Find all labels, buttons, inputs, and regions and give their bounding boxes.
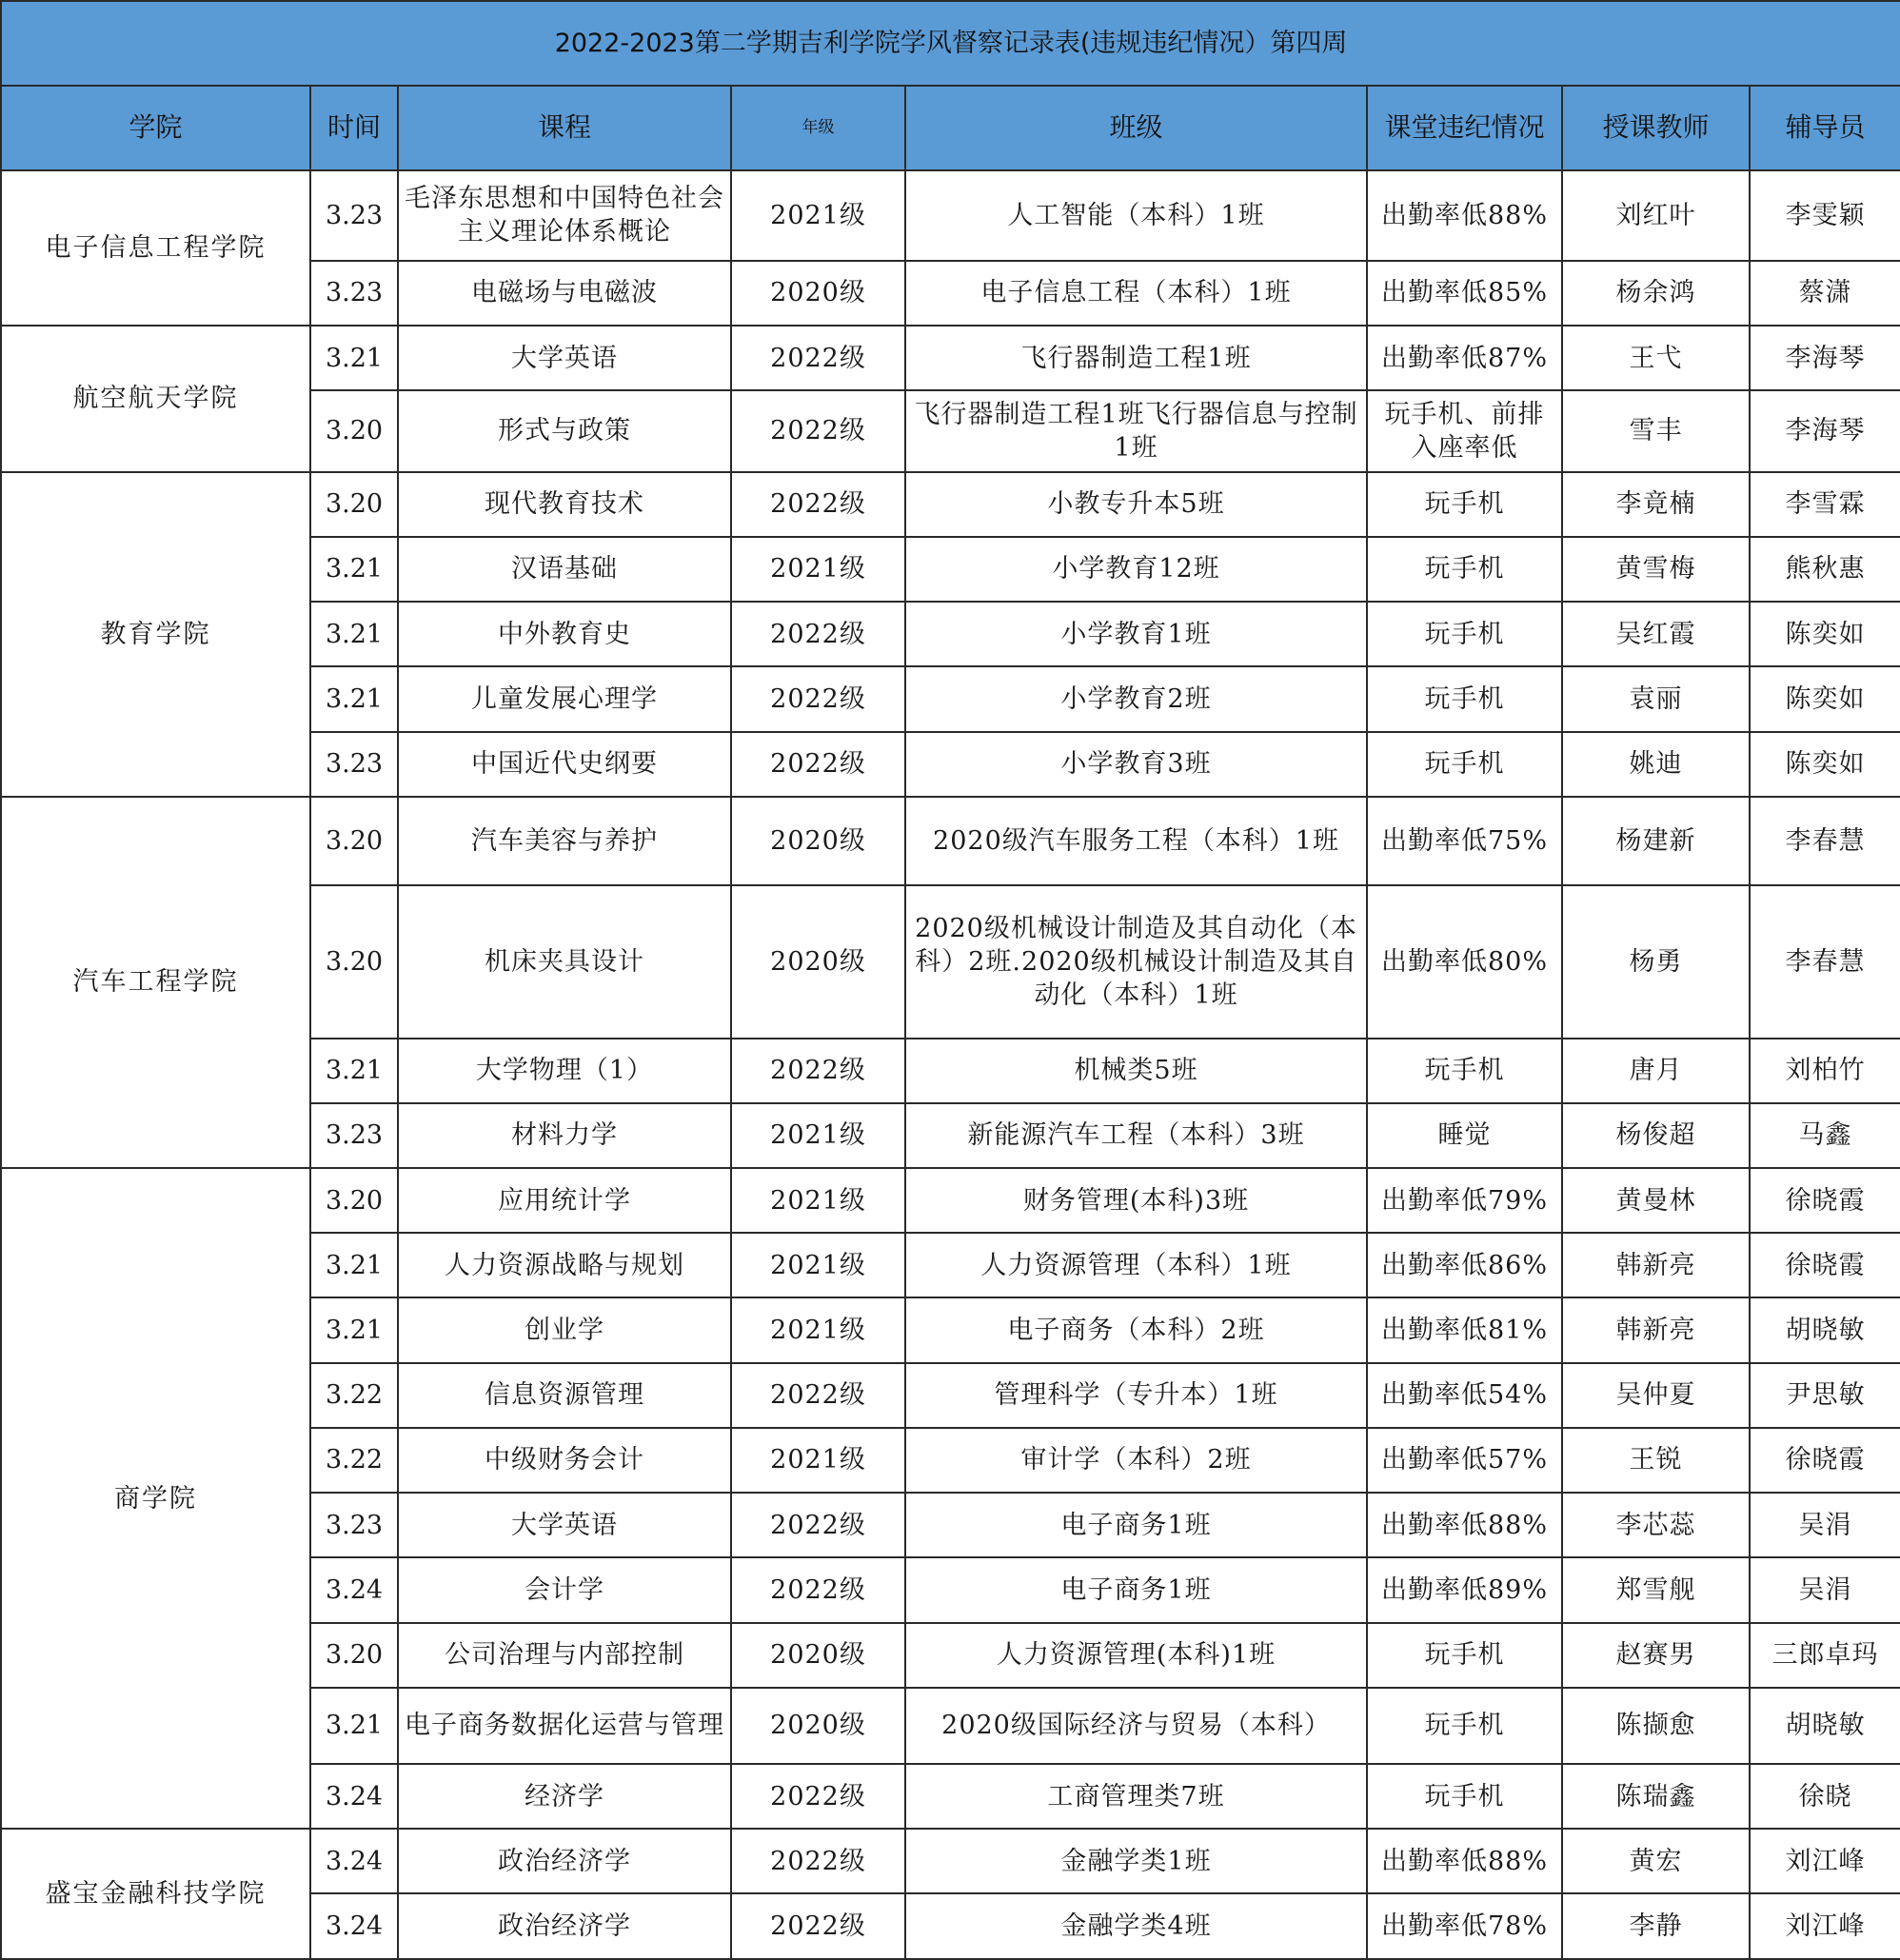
teacher-cell: 雪丰 xyxy=(1562,390,1750,471)
teacher-cell: 杨建新 xyxy=(1562,797,1750,885)
class-cell: 小教专升本5班 xyxy=(905,472,1367,537)
grade-cell: 2022级 xyxy=(731,602,905,666)
course-cell: 政治经济学 xyxy=(398,1893,731,1959)
teacher-cell: 陈瑞鑫 xyxy=(1562,1764,1750,1829)
header-course: 课程 xyxy=(398,86,731,169)
time-cell: 3.21 xyxy=(310,1297,398,1362)
time-cell: 3.23 xyxy=(310,170,398,261)
course-cell: 汉语基础 xyxy=(398,537,731,602)
class-cell: 金融学类1班 xyxy=(905,1829,1367,1893)
course-cell: 电磁场与电磁波 xyxy=(398,261,731,326)
teacher-cell: 杨余鸿 xyxy=(1562,261,1750,326)
counselor-cell: 尹思敏 xyxy=(1750,1363,1900,1428)
time-cell: 3.23 xyxy=(310,1493,398,1557)
course-cell: 中国近代史纲要 xyxy=(398,732,731,797)
grade-cell: 2020级 xyxy=(731,1688,905,1764)
violation-cell: 玩手机 xyxy=(1367,732,1562,797)
course-cell: 形式与政策 xyxy=(398,390,731,471)
counselor-cell: 陈奕如 xyxy=(1750,602,1900,666)
teacher-cell: 李竟楠 xyxy=(1562,472,1750,537)
college-cell: 商学院 xyxy=(1,1168,310,1829)
teacher-cell: 郑雪舰 xyxy=(1562,1557,1750,1622)
grade-cell: 2022级 xyxy=(731,326,905,390)
violation-cell: 出勤率低87% xyxy=(1367,326,1562,390)
counselor-cell: 吴涓 xyxy=(1750,1493,1900,1557)
class-cell: 小学教育12班 xyxy=(905,537,1367,602)
course-cell: 大学英语 xyxy=(398,326,731,390)
header-grade: 年级 xyxy=(731,86,905,169)
counselor-cell: 李海琴 xyxy=(1750,326,1900,390)
teacher-cell: 王锐 xyxy=(1562,1428,1750,1493)
counselor-cell: 徐晓霞 xyxy=(1750,1233,1900,1297)
class-cell: 人工智能（本科）1班 xyxy=(905,170,1367,261)
class-cell: 管理科学（专升本）1班 xyxy=(905,1363,1367,1428)
violation-cell: 出勤率低86% xyxy=(1367,1233,1562,1297)
table-row xyxy=(1,170,1900,261)
violation-cell: 玩手机、前排入座率低 xyxy=(1367,390,1562,471)
counselor-cell: 刘柏竹 xyxy=(1750,1039,1900,1103)
grade-cell: 2022级 xyxy=(731,1557,905,1622)
table-row xyxy=(1,326,1900,390)
grade-cell: 2021级 xyxy=(731,170,905,261)
header-counselor: 辅导员 xyxy=(1750,86,1900,169)
teacher-cell: 李静 xyxy=(1562,1893,1750,1959)
time-cell: 3.20 xyxy=(310,1168,398,1233)
class-cell: 工商管理类7班 xyxy=(905,1764,1367,1829)
class-cell: 飞行器制造工程1班飞行器信息与控制1班 xyxy=(905,390,1367,471)
college-cell: 教育学院 xyxy=(1,472,310,797)
counselor-cell: 胡晓敏 xyxy=(1750,1688,1900,1764)
grade-cell: 2021级 xyxy=(731,537,905,602)
course-cell: 毛泽东思想和中国特色社会主义理论体系概论 xyxy=(398,170,731,261)
class-cell: 小学教育1班 xyxy=(905,602,1367,666)
violation-cell: 玩手机 xyxy=(1367,472,1562,537)
grade-cell: 2022级 xyxy=(731,666,905,731)
violation-cell: 玩手机 xyxy=(1367,537,1562,602)
table-row xyxy=(1,797,1900,885)
counselor-cell: 李雪霖 xyxy=(1750,472,1900,537)
class-cell: 金融学类4班 xyxy=(905,1893,1367,1959)
violation-cell: 出勤率低88% xyxy=(1367,1829,1562,1893)
grade-cell: 2022级 xyxy=(731,1363,905,1428)
teacher-cell: 唐月 xyxy=(1562,1039,1750,1103)
grade-cell: 2020级 xyxy=(731,1623,905,1688)
counselor-cell: 马鑫 xyxy=(1750,1103,1900,1168)
table-row xyxy=(1,1829,1900,1893)
class-cell: 2020级机械设计制造及其自动化（本科）2班.2020级机械设计制造及其自动化（本科）1班 xyxy=(905,885,1367,1039)
grade-cell: 2020级 xyxy=(731,797,905,885)
header-row xyxy=(1,86,1900,169)
grade-cell: 2021级 xyxy=(731,1103,905,1168)
table-row xyxy=(1,472,1900,537)
grade-cell: 2022级 xyxy=(731,1039,905,1103)
teacher-cell: 黄宏 xyxy=(1562,1829,1750,1893)
teacher-cell: 韩新亮 xyxy=(1562,1297,1750,1362)
grade-cell: 2020级 xyxy=(731,885,905,1039)
violation-cell: 出勤率低80% xyxy=(1367,885,1562,1039)
table-row xyxy=(1,1168,1900,1233)
header-teacher: 授课教师 xyxy=(1562,86,1750,169)
teacher-cell: 刘红叶 xyxy=(1562,170,1750,261)
teacher-cell: 李芯蕊 xyxy=(1562,1493,1750,1557)
teacher-cell: 王弋 xyxy=(1562,326,1750,390)
grade-cell: 2022级 xyxy=(731,732,905,797)
violation-cell: 出勤率低75% xyxy=(1367,797,1562,885)
header-class: 班级 xyxy=(905,86,1367,169)
time-cell: 3.20 xyxy=(310,390,398,471)
time-cell: 3.21 xyxy=(310,1688,398,1764)
college-cell: 航空航天学院 xyxy=(1,326,310,472)
violation-cell: 出勤率低85% xyxy=(1367,261,1562,326)
grade-cell: 2020级 xyxy=(731,261,905,326)
violation-cell: 出勤率低88% xyxy=(1367,1493,1562,1557)
time-cell: 3.23 xyxy=(310,732,398,797)
grade-cell: 2022级 xyxy=(731,472,905,537)
class-cell: 审计学（本科）2班 xyxy=(905,1428,1367,1493)
course-cell: 经济学 xyxy=(398,1764,731,1829)
violation-cell: 玩手机 xyxy=(1367,1764,1562,1829)
teacher-cell: 杨俊超 xyxy=(1562,1103,1750,1168)
title-row xyxy=(1,1,1900,86)
counselor-cell: 刘江峰 xyxy=(1750,1829,1900,1893)
violation-cell: 玩手机 xyxy=(1367,602,1562,666)
teacher-cell: 吴红霞 xyxy=(1562,602,1750,666)
violation-cell: 出勤率低89% xyxy=(1367,1557,1562,1622)
time-cell: 3.20 xyxy=(310,472,398,537)
course-cell: 应用统计学 xyxy=(398,1168,731,1233)
violation-cell: 玩手机 xyxy=(1367,666,1562,731)
counselor-cell: 吴涓 xyxy=(1750,1557,1900,1622)
time-cell: 3.21 xyxy=(310,537,398,602)
header-college: 学院 xyxy=(1,86,310,169)
time-cell: 3.20 xyxy=(310,1623,398,1688)
course-cell: 现代教育技术 xyxy=(398,472,731,537)
course-cell: 电子商务数据化运营与管理 xyxy=(398,1688,731,1764)
teacher-cell: 黄雪梅 xyxy=(1562,537,1750,602)
counselor-cell: 徐晓霞 xyxy=(1750,1428,1900,1493)
class-cell: 小学教育2班 xyxy=(905,666,1367,731)
time-cell: 3.21 xyxy=(310,1233,398,1297)
class-cell: 小学教育3班 xyxy=(905,732,1367,797)
counselor-cell: 三郎卓玛 xyxy=(1750,1623,1900,1688)
class-cell: 人力资源管理(本科)1班 xyxy=(905,1623,1367,1688)
class-cell: 机械类5班 xyxy=(905,1039,1367,1103)
class-cell: 飞行器制造工程1班 xyxy=(905,326,1367,390)
time-cell: 3.21 xyxy=(310,1039,398,1103)
grade-cell: 2021级 xyxy=(731,1428,905,1493)
class-cell: 财务管理(本科)3班 xyxy=(905,1168,1367,1233)
time-cell: 3.20 xyxy=(310,885,398,1039)
time-cell: 3.23 xyxy=(310,1103,398,1168)
class-cell: 电子商务（本科）2班 xyxy=(905,1297,1367,1362)
teacher-cell: 赵赛男 xyxy=(1562,1623,1750,1688)
time-cell: 3.22 xyxy=(310,1363,398,1428)
violation-cell: 出勤率低81% xyxy=(1367,1297,1562,1362)
course-cell: 中级财务会计 xyxy=(398,1428,731,1493)
college-cell: 电子信息工程学院 xyxy=(1,170,310,327)
time-cell: 3.24 xyxy=(310,1764,398,1829)
class-cell: 2020级国际经济与贸易（本科） xyxy=(905,1688,1367,1764)
course-cell: 中外教育史 xyxy=(398,602,731,666)
grade-cell: 2021级 xyxy=(731,1297,905,1362)
course-cell: 材料力学 xyxy=(398,1103,731,1168)
violation-cell: 玩手机 xyxy=(1367,1688,1562,1764)
teacher-cell: 黄曼林 xyxy=(1562,1168,1750,1233)
counselor-cell: 李春慧 xyxy=(1750,797,1900,885)
violation-cell: 玩手机 xyxy=(1367,1623,1562,1688)
course-cell: 政治经济学 xyxy=(398,1829,731,1893)
time-cell: 3.21 xyxy=(310,326,398,390)
teacher-cell: 吴仲夏 xyxy=(1562,1363,1750,1428)
violation-cell: 出勤率低88% xyxy=(1367,170,1562,261)
time-cell: 3.21 xyxy=(310,602,398,666)
violation-cell: 出勤率低79% xyxy=(1367,1168,1562,1233)
teacher-cell: 袁丽 xyxy=(1562,666,1750,731)
class-cell: 电子信息工程（本科）1班 xyxy=(905,261,1367,326)
violation-cell: 玩手机 xyxy=(1367,1039,1562,1103)
class-cell: 人力资源管理（本科）1班 xyxy=(905,1233,1367,1297)
class-cell: 2020级汽车服务工程（本科）1班 xyxy=(905,797,1367,885)
course-cell: 大学物理（1） xyxy=(398,1039,731,1103)
violation-cell: 出勤率低57% xyxy=(1367,1428,1562,1493)
time-cell: 3.23 xyxy=(310,261,398,326)
class-cell: 电子商务1班 xyxy=(905,1557,1367,1622)
grade-cell: 2021级 xyxy=(731,1168,905,1233)
grade-cell: 2021级 xyxy=(731,1233,905,1297)
time-cell: 3.21 xyxy=(310,666,398,731)
violation-cell: 出勤率低54% xyxy=(1367,1363,1562,1428)
teacher-cell: 姚迪 xyxy=(1562,732,1750,797)
course-cell: 信息资源管理 xyxy=(398,1363,731,1428)
counselor-cell: 李春慧 xyxy=(1750,885,1900,1039)
counselor-cell: 陈奕如 xyxy=(1750,666,1900,731)
class-cell: 电子商务1班 xyxy=(905,1493,1367,1557)
counselor-cell: 刘江峰 xyxy=(1750,1893,1900,1959)
teacher-cell: 陈撷愈 xyxy=(1562,1688,1750,1764)
time-cell: 3.24 xyxy=(310,1893,398,1959)
counselor-cell: 陈奕如 xyxy=(1750,732,1900,797)
time-cell: 3.20 xyxy=(310,797,398,885)
counselor-cell: 李雯颖 xyxy=(1750,170,1900,261)
table-body xyxy=(1,170,1900,1959)
time-cell: 3.24 xyxy=(310,1557,398,1622)
college-cell: 盛宝金融科技学院 xyxy=(1,1829,310,1959)
header-time: 时间 xyxy=(310,86,398,169)
college-cell: 汽车工程学院 xyxy=(1,797,310,1168)
counselor-cell: 徐晓霞 xyxy=(1750,1168,1900,1233)
grade-cell: 2022级 xyxy=(731,1493,905,1557)
course-cell: 会计学 xyxy=(398,1557,731,1622)
course-cell: 大学英语 xyxy=(398,1493,731,1557)
time-cell: 3.22 xyxy=(310,1428,398,1493)
course-cell: 公司治理与内部控制 xyxy=(398,1623,731,1688)
course-cell: 儿童发展心理学 xyxy=(398,666,731,731)
counselor-cell: 熊秋惠 xyxy=(1750,537,1900,602)
counselor-cell: 徐晓 xyxy=(1750,1764,1900,1829)
teacher-cell: 韩新亮 xyxy=(1562,1233,1750,1297)
violation-cell: 睡觉 xyxy=(1367,1103,1562,1168)
time-cell: 3.24 xyxy=(310,1829,398,1893)
grade-cell: 2022级 xyxy=(731,1893,905,1959)
grade-cell: 2022级 xyxy=(731,1764,905,1829)
violation-cell: 出勤率低78% xyxy=(1367,1893,1562,1959)
course-cell: 人力资源战略与规划 xyxy=(398,1233,731,1297)
class-cell: 新能源汽车工程（本科）3班 xyxy=(905,1103,1367,1168)
grade-cell: 2022级 xyxy=(731,390,905,471)
counselor-cell: 胡晓敏 xyxy=(1750,1297,1900,1362)
counselor-cell: 李海琴 xyxy=(1750,390,1900,471)
table-title: 2022-2023第二学期吉利学院学风督察记录表(违规违纪情况）第四周 xyxy=(1,1,1900,86)
course-cell: 机床夹具设计 xyxy=(398,885,731,1039)
teacher-cell: 杨勇 xyxy=(1562,885,1750,1039)
grade-cell: 2022级 xyxy=(731,1829,905,1893)
counselor-cell: 蔡潇 xyxy=(1750,261,1900,326)
header-violation: 课堂违纪情况 xyxy=(1367,86,1562,169)
course-cell: 汽车美容与养护 xyxy=(398,797,731,885)
course-cell: 创业学 xyxy=(398,1297,731,1362)
